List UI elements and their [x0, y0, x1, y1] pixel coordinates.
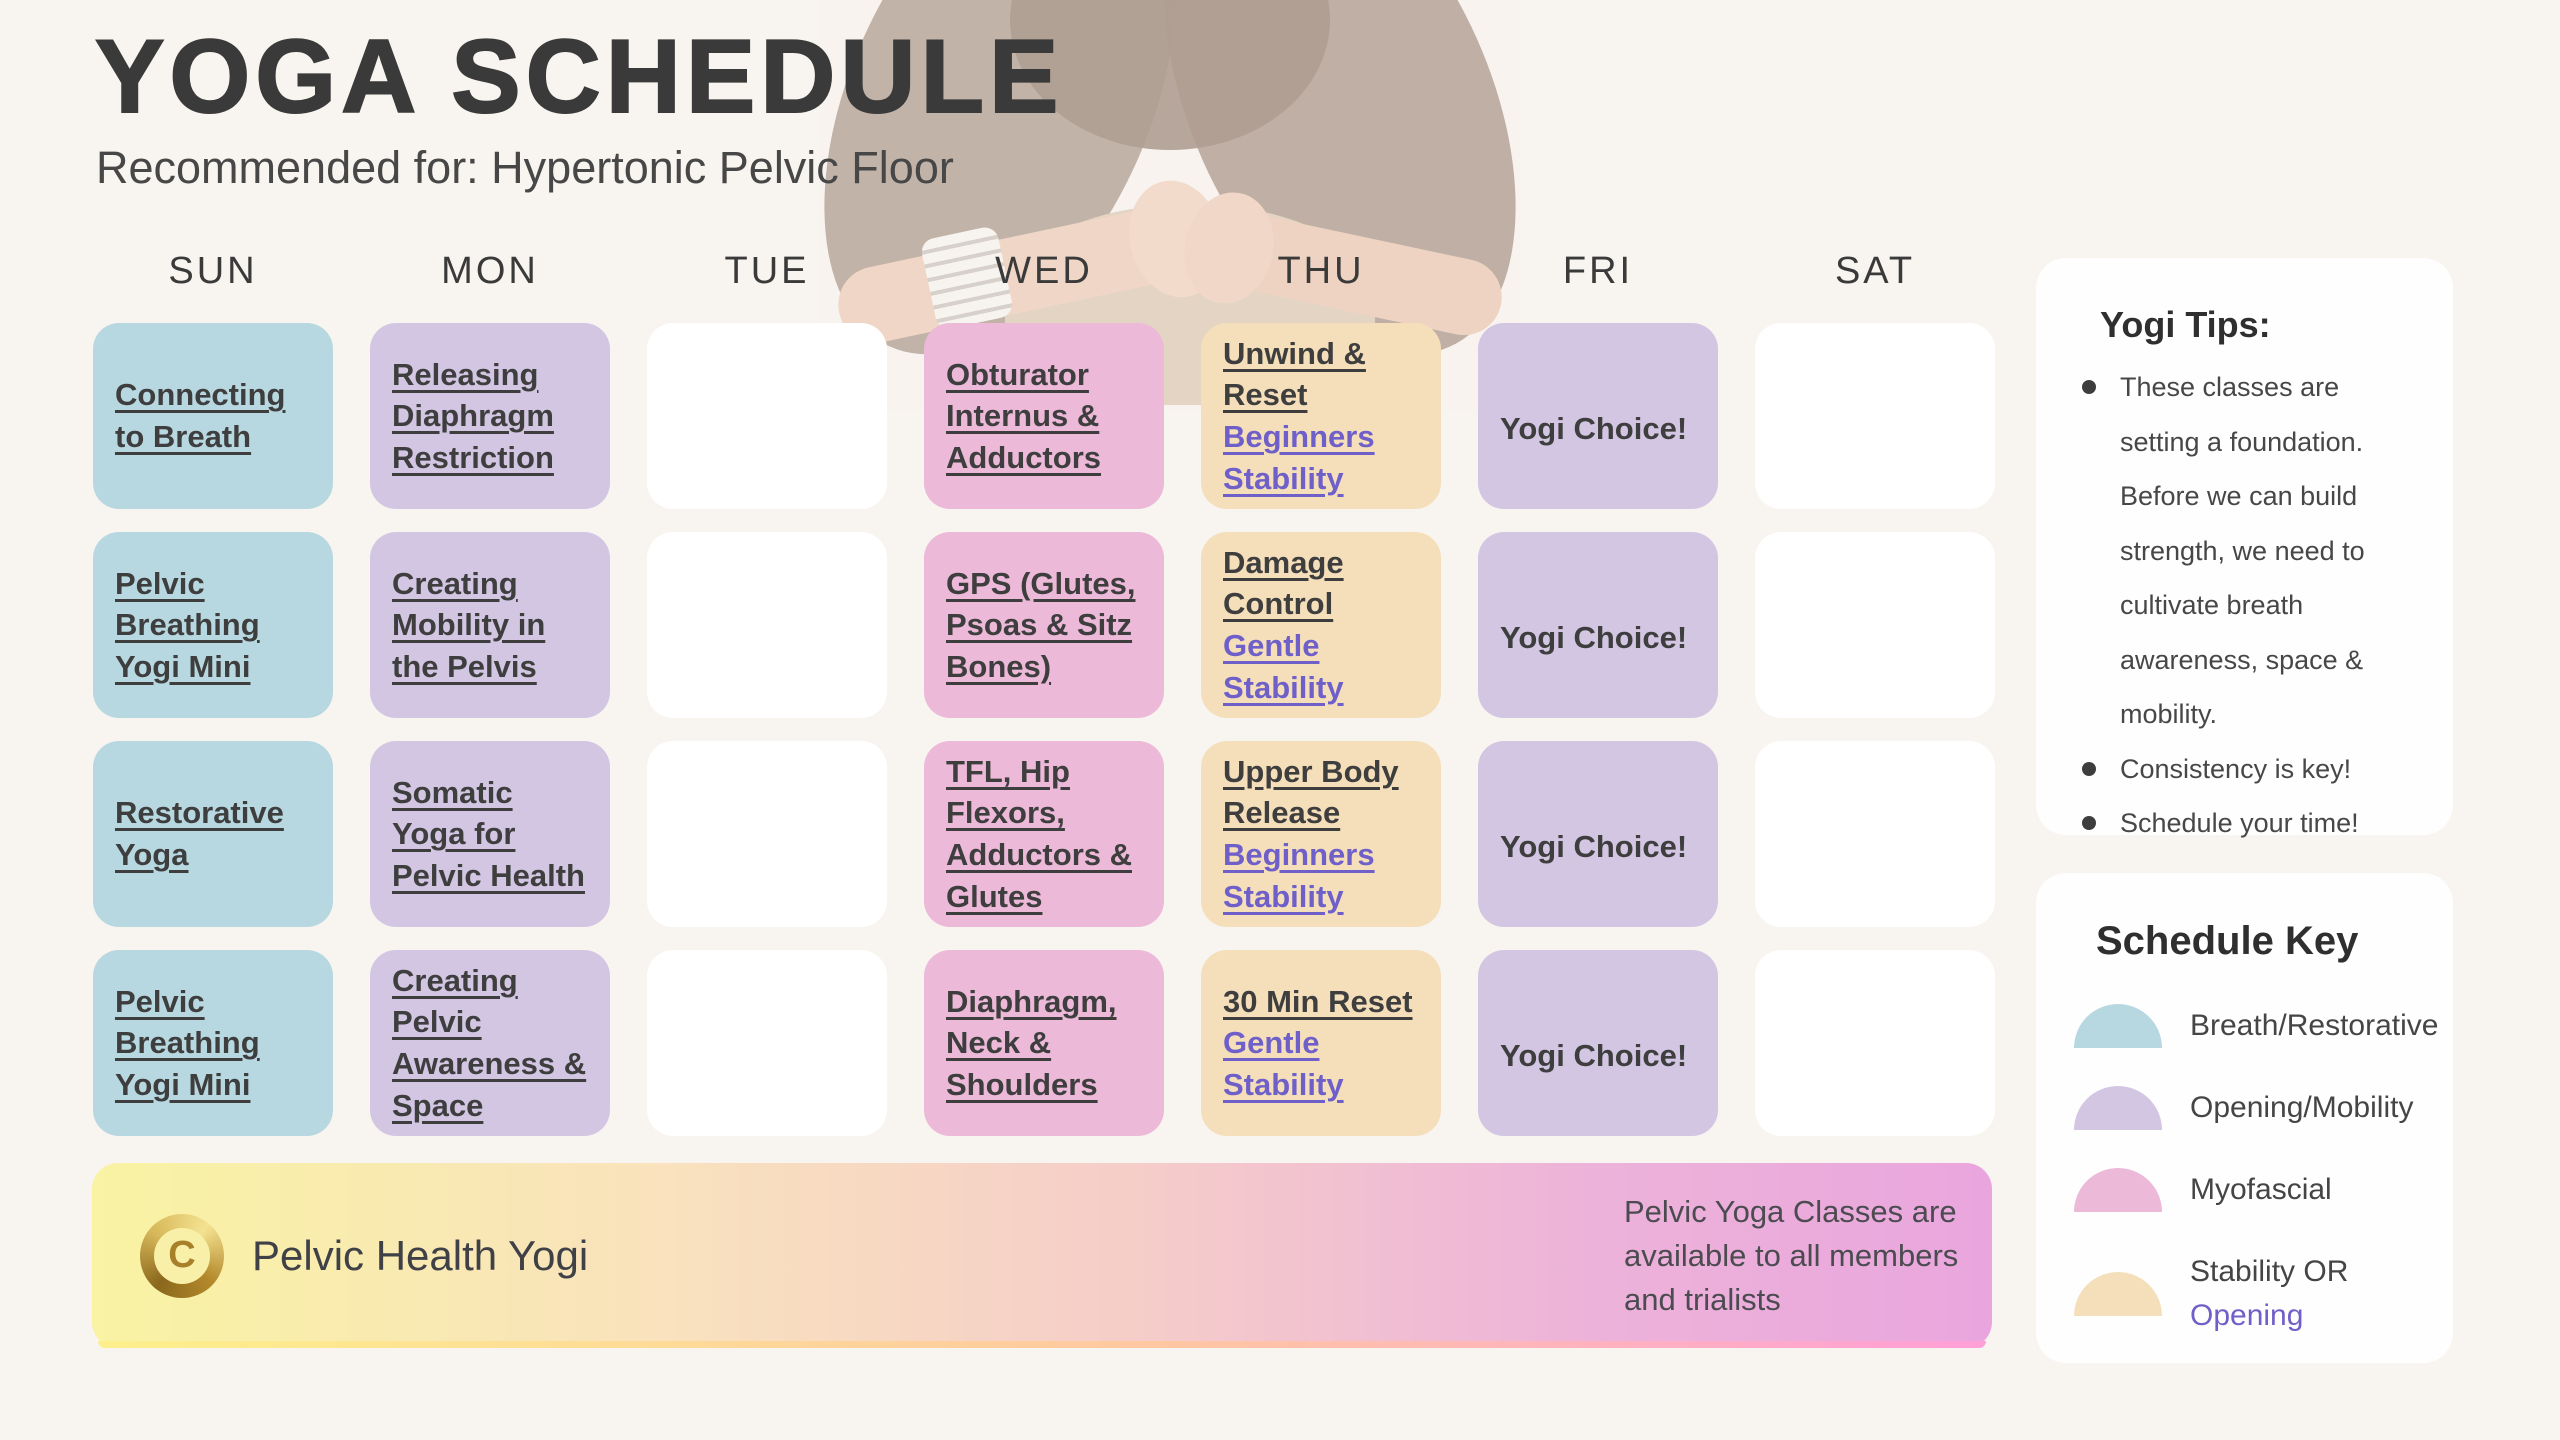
tip-item: Schedule your time!	[2076, 796, 2419, 851]
legend-label	[2190, 1168, 2332, 1212]
brand	[140, 1214, 588, 1298]
tips-list	[2076, 360, 2419, 851]
legend-swatch-stability-icon	[2074, 1272, 2162, 1316]
cell-tue-row4	[647, 950, 887, 1136]
class-link[interactable]: Upper Body Release	[1223, 753, 1399, 831]
day-header-sat: SAT	[1834, 250, 1916, 292]
day-header-tue: TUE	[724, 250, 810, 292]
legend-swatch-myofascial-icon	[2074, 1168, 2162, 1212]
brand-name: Pelvic Health Yogi	[252, 1231, 589, 1279]
legend-list	[2074, 1004, 2439, 1337]
legend-label	[2190, 1086, 2413, 1130]
class-link[interactable]: Damage Control	[1223, 544, 1344, 622]
class-link[interactable]: Beginners Stability	[1223, 837, 1375, 914]
cell-thu-row1	[1201, 323, 1441, 509]
cell-sun-row2	[93, 532, 333, 718]
cell-tue-row2	[647, 532, 887, 718]
page-subtitle: Recommended for: Hypertonic Pelvic Floor	[96, 142, 954, 193]
yogi-choice-label: Yogi Choice!	[1500, 411, 1688, 447]
yogi-choice-label: Yogi Choice!	[1500, 620, 1688, 656]
legend-label-line: Myofascial	[2190, 1173, 2332, 1207]
legend-item-breath	[2074, 1004, 2439, 1048]
day-header-fri: FRI	[1562, 250, 1634, 292]
day-header-row	[93, 250, 1995, 293]
cell-sat-row3	[1755, 741, 1995, 927]
cell-wed-row1	[924, 323, 1164, 509]
class-link[interactable]: 30 Min Reset	[1223, 983, 1413, 1019]
cell-sun-row1	[93, 323, 333, 509]
legend-label	[2190, 1250, 2348, 1337]
cell-thu-row2	[1201, 532, 1441, 718]
cell-sat-row4	[1755, 950, 1995, 1136]
legend-swatch-opening-icon	[2074, 1086, 2162, 1130]
class-link[interactable]: Connecting to Breath	[115, 377, 286, 454]
legend-item-opening	[2074, 1086, 2427, 1130]
legend-item-myofascial	[2074, 1168, 2427, 1212]
cell-sun-row3	[93, 741, 333, 927]
key-heading: Schedule Key	[2096, 919, 2359, 963]
cell-wed-row3	[924, 741, 1164, 927]
tips-heading: Yogi Tips:	[2100, 304, 2271, 345]
class-link[interactable]: Releasing Diaphragm Restriction	[392, 356, 554, 475]
class-link[interactable]: TFL, Hip Flexors, Adductors & Glutes	[946, 753, 1132, 914]
class-link[interactable]: Beginners Stability	[1223, 419, 1375, 496]
cell-sat-row2	[1755, 532, 1995, 718]
cell-sat-row1	[1755, 323, 1995, 509]
page-title: YOGA SCHEDULE	[95, 19, 1064, 135]
legend-label-line: Breath/Restorative	[2190, 1009, 2439, 1043]
cell-mon-row2	[370, 532, 610, 718]
yogi-choice-label: Yogi Choice!	[1500, 1038, 1688, 1074]
tip-item: Consistency is key!	[2076, 742, 2419, 797]
legend-item-stability	[2074, 1250, 2427, 1337]
class-link[interactable]: Pelvic Breathing Yogi Mini	[115, 565, 260, 684]
legend-label-line-alt[interactable]: Opening	[2190, 1298, 2304, 1332]
copyright-logo-icon	[140, 1214, 224, 1298]
tip-item: These classes are setting a foundation. Before we can build strength, we need to cultivate breath awareness, space & mobility.	[2076, 360, 2419, 742]
cell-mon-row1	[370, 323, 610, 509]
class-link[interactable]: Gentle Stability	[1223, 1025, 1344, 1102]
class-link[interactable]: Obturator Internus & Adductors	[946, 356, 1101, 475]
schedule-grid	[93, 323, 1995, 1136]
class-link[interactable]: Gentle Stability	[1223, 628, 1344, 705]
legend-label	[2190, 1004, 2438, 1048]
legend-label-line: Stability OR	[2190, 1255, 2349, 1288]
logo-letter: C	[154, 1228, 210, 1284]
cell-fri-row3	[1478, 741, 1718, 927]
cell-wed-row4	[924, 950, 1164, 1136]
yogi-tips-panel	[2036, 258, 2453, 839]
cell-mon-row4	[370, 950, 610, 1136]
cell-thu-row4	[1201, 950, 1441, 1136]
day-header-mon: MON	[441, 250, 539, 292]
day-header-thu: THU	[1277, 250, 1365, 292]
class-link[interactable]: Pelvic Breathing Yogi Mini	[115, 983, 260, 1102]
cell-thu-row3	[1201, 741, 1441, 927]
cell-tue-row3	[647, 741, 887, 927]
yogi-choice-label: Yogi Choice!	[1500, 829, 1688, 865]
legend-swatch-breath-icon	[2074, 1004, 2162, 1048]
banner-note: Pelvic Yoga Classes are available to all members and trialists	[1624, 1193, 1959, 1317]
class-link[interactable]: Unwind & Reset	[1223, 335, 1366, 413]
class-link[interactable]: Creating Pelvic Awareness & Space	[392, 962, 587, 1123]
cell-fri-row2	[1478, 532, 1718, 718]
legend-label-line: Opening/Mobility	[2190, 1091, 2414, 1125]
cell-tue-row1	[647, 323, 887, 509]
footer-banner	[92, 1163, 1992, 1348]
class-link[interactable]: GPS (Glutes, Psoas & Sitz Bones)	[946, 565, 1136, 684]
day-header-wed: WED	[995, 250, 1093, 292]
cell-mon-row3	[370, 741, 610, 927]
cell-sun-row4	[93, 950, 333, 1136]
schedule-key-panel	[2036, 873, 2453, 1363]
class-link[interactable]: Restorative Yoga	[115, 795, 284, 872]
class-link[interactable]: Somatic Yoga for Pelvic Health	[392, 774, 585, 893]
cell-fri-row4	[1478, 950, 1718, 1136]
cell-wed-row2	[924, 532, 1164, 718]
class-link[interactable]: Diaphragm, Neck & Shoulders	[946, 983, 1117, 1102]
class-link[interactable]: Creating Mobility in the Pelvis	[392, 565, 546, 684]
day-header-sun: SUN	[168, 250, 258, 292]
cell-fri-row1	[1478, 323, 1718, 509]
